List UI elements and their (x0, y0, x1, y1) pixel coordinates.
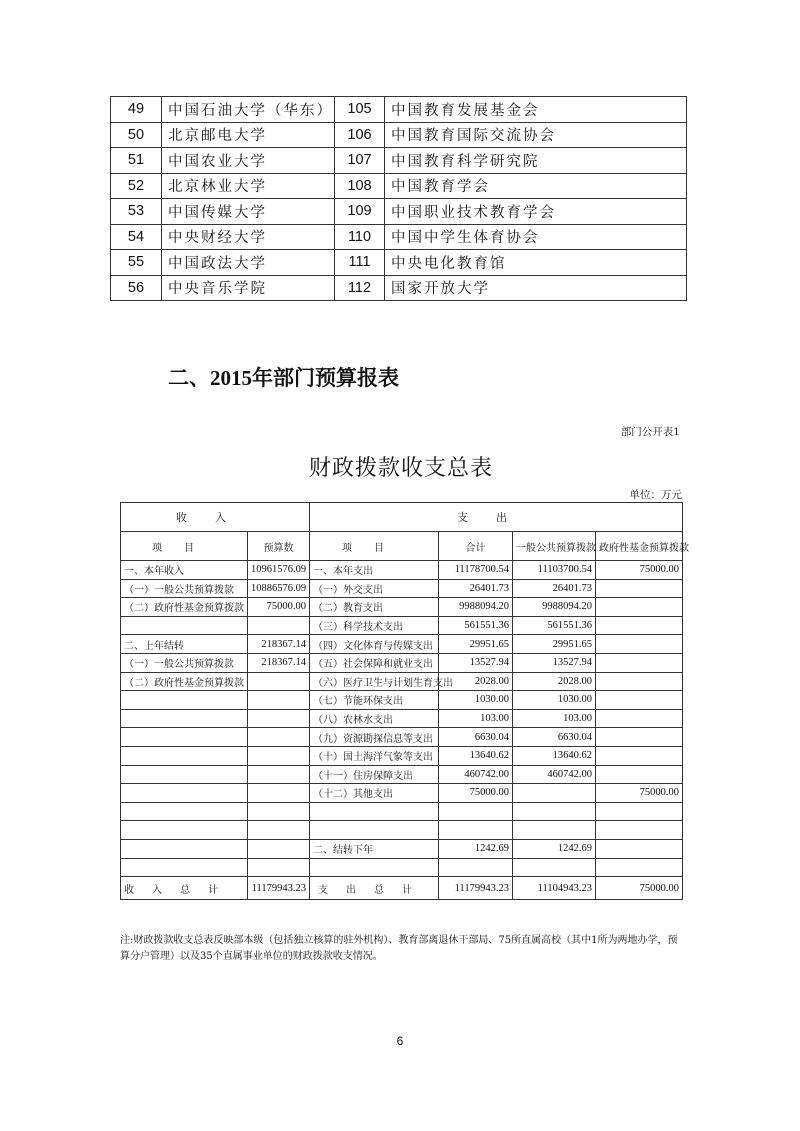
totals-row (121, 877, 683, 900)
university-list-table (110, 96, 687, 301)
income-header: 收入 (121, 503, 310, 532)
table-row (111, 224, 687, 250)
income-total-label: 收入总计 (121, 877, 248, 900)
table-row (121, 579, 683, 598)
income-total-amount: 11179943.23 (248, 877, 310, 900)
report-title: 财政拨款收支总表 (308, 456, 493, 481)
expenditure-item (310, 858, 439, 877)
table-row (121, 598, 683, 617)
table-row (121, 839, 683, 858)
income-item (121, 858, 248, 877)
income-item: 一、本年收入 (121, 561, 248, 580)
row-number: 110 (335, 224, 385, 250)
row-number: 108 (335, 173, 385, 199)
table-row (121, 765, 683, 784)
expenditure-general: 1030.00 (513, 691, 596, 710)
expenditure-fund (596, 858, 683, 877)
table-row (111, 250, 687, 276)
row-number: 56 (111, 275, 162, 301)
income-item (121, 616, 248, 635)
expenditure-item: 二、结转下年 (310, 839, 439, 858)
expenditure-fund (596, 839, 683, 858)
income-amount (248, 802, 310, 821)
budget-table (120, 502, 689, 900)
section-suffix: 年部门预算报表 (252, 366, 399, 390)
row-number: 51 (111, 148, 162, 174)
income-amount (248, 709, 310, 728)
section-heading (168, 362, 399, 392)
expenditure-item: （十二）其他支出 (310, 784, 439, 803)
expenditure-fund: 75000.00 (596, 561, 683, 580)
income-amount (248, 784, 310, 803)
income-item: （一）一般公共预算拨款 (121, 579, 248, 598)
expenditure-total: 11178700.54 (439, 561, 513, 580)
expenditure-general (513, 821, 596, 840)
expenditure-total: 1242.69 (439, 839, 513, 858)
table-row (121, 709, 683, 728)
expenditure-fund (596, 765, 683, 784)
unit-name: 中国职业技术教育学会 (385, 199, 687, 225)
fund-budget-header: 政府性基金预算拨款 (596, 532, 683, 561)
table-row (111, 199, 687, 225)
expenditure-total (439, 821, 513, 840)
expenditure-general (513, 802, 596, 821)
expenditure-general: 11103700.54 (513, 561, 596, 580)
expenditure-grand-total: 11179943.23 (439, 877, 513, 900)
table-row (111, 173, 687, 199)
expenditure-total: 29951.65 (439, 635, 513, 654)
income-item (121, 821, 248, 840)
expenditure-header: 支出 (310, 503, 683, 532)
income-item-header: 项目 (121, 532, 248, 561)
expenditure-fund (596, 635, 683, 654)
income-amount (248, 858, 310, 877)
unit-name: 中央电化教育馆 (385, 250, 687, 276)
expenditure-general: 460742.00 (513, 765, 596, 784)
expenditure-item: （九）资源勘探信息等支出 (310, 728, 439, 747)
expenditure-general: 26401.73 (513, 579, 596, 598)
expenditure-general: 29951.65 (513, 635, 596, 654)
total-header: 合计 (439, 532, 513, 561)
income-item (121, 802, 248, 821)
header-row-group (121, 503, 683, 532)
expenditure-total: 2028.00 (439, 672, 513, 691)
unit-name: 国家开放大学 (385, 275, 687, 301)
expenditure-fund (596, 821, 683, 840)
expenditure-item: （十）国土海洋气象等支出 (310, 746, 439, 765)
table-row (121, 672, 683, 691)
expenditure-total: 460742.00 (439, 765, 513, 784)
expenditure-fund (596, 691, 683, 710)
unit-name: 中国政法大学 (162, 250, 335, 276)
expenditure-fund (596, 653, 683, 672)
expenditure-total: 561551.36 (439, 616, 513, 635)
income-amount (248, 821, 310, 840)
expenditure-general (513, 784, 596, 803)
income-amount (248, 616, 310, 635)
income-amount: 218367.14 (248, 653, 310, 672)
row-number: 107 (335, 148, 385, 174)
unit-name: 北京林业大学 (162, 173, 335, 199)
expenditure-item: 一、本年支出 (310, 561, 439, 580)
expenditure-item-header: 项目 (310, 532, 439, 561)
row-number: 55 (111, 250, 162, 276)
table-row (121, 784, 683, 803)
table-row (111, 275, 687, 301)
expenditure-general: 9988094.20 (513, 598, 596, 617)
unit-name: 中国中学生体育协会 (385, 224, 687, 250)
expenditure-fund (596, 746, 683, 765)
income-amount (248, 728, 310, 747)
unit-name: 中国教育科学研究院 (385, 148, 687, 174)
form-code: 部门公开表1 (620, 426, 680, 438)
income-amount (248, 672, 310, 691)
income-item (121, 765, 248, 784)
expenditure-fund (596, 579, 683, 598)
expenditure-item: （一）外交支出 (310, 579, 439, 598)
income-amount (248, 746, 310, 765)
expenditure-total: 75000.00 (439, 784, 513, 803)
expenditure-total: 103.00 (439, 709, 513, 728)
unit-name: 中国教育国际交流协会 (385, 122, 687, 148)
expenditure-general: 2028.00 (513, 672, 596, 691)
income-item (121, 691, 248, 710)
expenditure-general: 6630.04 (513, 728, 596, 747)
income-item: （一）一般公共预算拨款 (121, 653, 248, 672)
row-number: 52 (111, 173, 162, 199)
unit-name: 中国教育学会 (385, 173, 687, 199)
table-row (111, 97, 687, 123)
expenditure-general: 1242.69 (513, 839, 596, 858)
expenditure-fund: 75000.00 (596, 784, 683, 803)
table-row (121, 858, 683, 877)
expenditure-item: （六）医疗卫生与计划生育支出 (310, 672, 439, 691)
expenditure-item: （二）教育支出 (310, 598, 439, 617)
expenditure-total: 9988094.20 (439, 598, 513, 617)
expenditure-total (439, 802, 513, 821)
table-row (121, 821, 683, 840)
unit-name: 中国农业大学 (162, 148, 335, 174)
row-number: 111 (335, 250, 385, 276)
income-item: （二）政府性基金预算拨款 (121, 672, 248, 691)
expenditure-fund (596, 802, 683, 821)
expenditure-fund (596, 709, 683, 728)
section-year: 2015 (210, 366, 252, 390)
footnote: 注:财政拨款收支总表反映部本级（包括独立核算的驻外机构）、教育部离退休干部局、75所直属高校（其中1所为两地办学，预算分户管理）以及35个直属事业单位的财政拨款收支情况。 (120, 935, 678, 962)
expenditure-total: 26401.73 (439, 579, 513, 598)
table-row (121, 802, 683, 821)
unit-name: 中央音乐学院 (162, 275, 335, 301)
expenditure-total: 13527.94 (439, 653, 513, 672)
income-item (121, 784, 248, 803)
expenditure-item: （八）农林水支出 (310, 709, 439, 728)
income-item (121, 839, 248, 858)
expenditure-general: 13640.62 (513, 746, 596, 765)
expenditure-fund (596, 728, 683, 747)
row-number: 105 (335, 97, 385, 123)
income-item: （二）政府性基金预算拨款 (121, 598, 248, 617)
income-amount (248, 839, 310, 858)
expenditure-item (310, 821, 439, 840)
unit-name: 中国教育发展基金会 (385, 97, 687, 123)
income-item: 二、上年结转 (121, 635, 248, 654)
table-row (121, 728, 683, 747)
table-row (121, 691, 683, 710)
table-row (121, 653, 683, 672)
expenditure-general: 103.00 (513, 709, 596, 728)
expenditure-general: 13527.94 (513, 653, 596, 672)
expenditure-total: 1030.00 (439, 691, 513, 710)
income-amount: 218367.14 (248, 635, 310, 654)
unit-name: 北京邮电大学 (162, 122, 335, 148)
table-row (111, 148, 687, 174)
income-item (121, 709, 248, 728)
expenditure-fund-total: 75000.00 (596, 877, 683, 900)
section-prefix: 二、 (168, 366, 210, 390)
row-number: 53 (111, 199, 162, 225)
expenditure-total-label: 支出总计 (310, 877, 439, 900)
expenditure-total (439, 858, 513, 877)
unit-name: 中国石油大学（华东） (162, 97, 335, 123)
income-item (121, 746, 248, 765)
general-budget-header: 一般公共预算拨款 (513, 532, 596, 561)
header-row-columns (121, 532, 683, 561)
expenditure-item (310, 802, 439, 821)
income-amount: 10961576.09 (248, 561, 310, 580)
expenditure-fund (596, 598, 683, 617)
expenditure-fund (596, 672, 683, 691)
expenditure-total: 6630.04 (439, 728, 513, 747)
expenditure-item: （三）科学技术支出 (310, 616, 439, 635)
income-amount: 10886576.09 (248, 579, 310, 598)
expenditure-item: （七）节能环保支出 (310, 691, 439, 710)
table-row (121, 561, 683, 580)
table-row (121, 616, 683, 635)
row-number: 106 (335, 122, 385, 148)
income-amount (248, 765, 310, 784)
table-row (111, 122, 687, 148)
row-number: 50 (111, 122, 162, 148)
expenditure-item: （十一）住房保障支出 (310, 765, 439, 784)
row-number: 112 (335, 275, 385, 301)
expenditure-fund (596, 616, 683, 635)
unit-name: 中国传媒大学 (162, 199, 335, 225)
expenditure-item: （五）社会保障和就业支出 (310, 653, 439, 672)
expenditure-general-total: 11104943.23 (513, 877, 596, 900)
unit-label: 单位：万元 (629, 489, 682, 501)
expenditure-general (513, 858, 596, 877)
row-number: 49 (111, 97, 162, 123)
page-number: 6 (396, 1034, 404, 1048)
income-amount (248, 691, 310, 710)
expenditure-general: 561551.36 (513, 616, 596, 635)
income-item (121, 728, 248, 747)
unit-name: 中央财经大学 (162, 224, 335, 250)
expenditure-item: （四）文化体育与传媒支出 (310, 635, 439, 654)
income-amount: 75000.00 (248, 598, 310, 617)
row-number: 54 (111, 224, 162, 250)
budget-amount-header: 预算数 (248, 532, 310, 561)
table-row (121, 746, 683, 765)
row-number: 109 (335, 199, 385, 225)
expenditure-total: 13640.62 (439, 746, 513, 765)
table-row (121, 635, 683, 654)
